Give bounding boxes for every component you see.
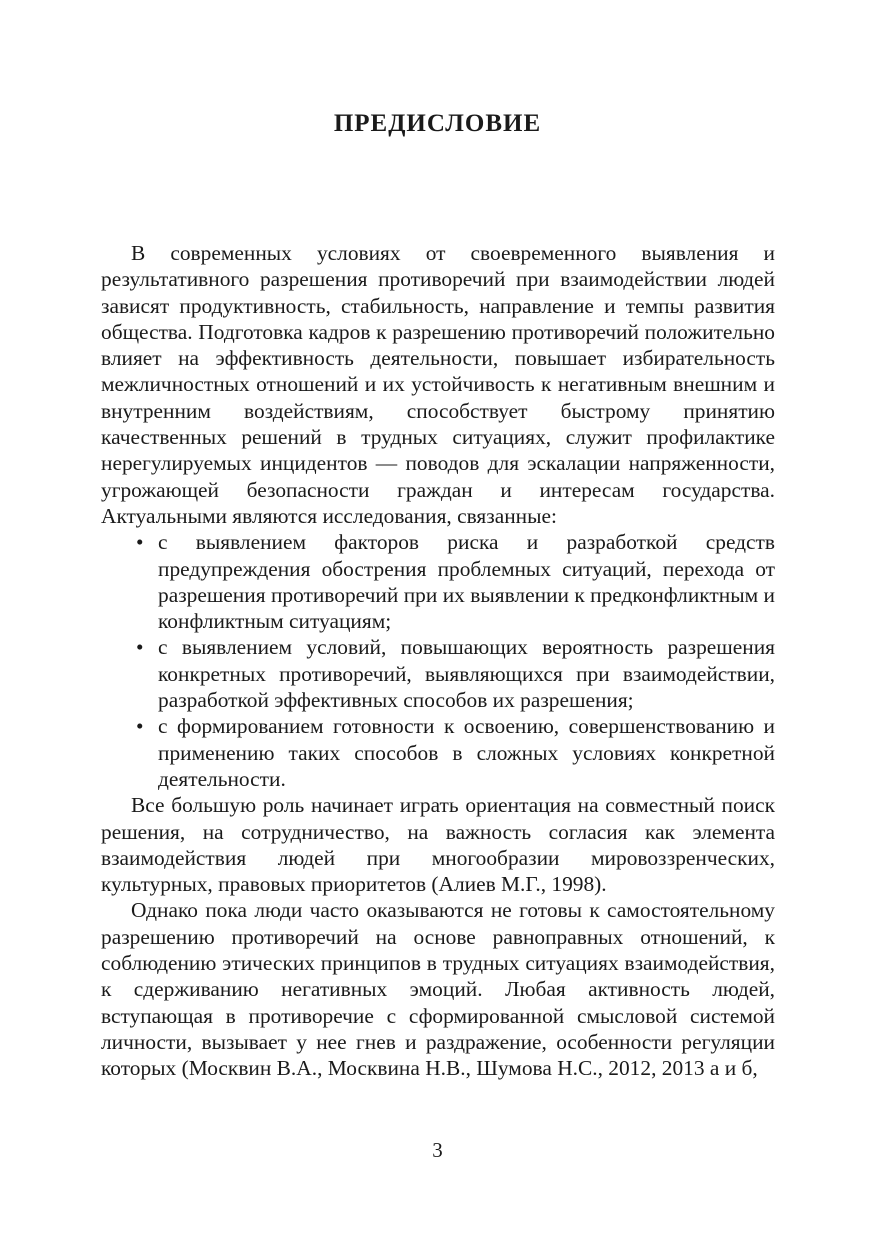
list-item xyxy=(136,713,775,792)
body-text xyxy=(101,240,775,1082)
list-item-text: с выявлением условий, повышающих вероятность разрешения конкретных противоречий, выявляющихся при взаимодействии, разработкой эффективных способов их разрешения; xyxy=(158,635,775,713)
page-number: 3 xyxy=(432,1138,443,1162)
bullet-marker: • xyxy=(136,714,144,739)
list-item xyxy=(136,634,775,713)
list-item-text: с выявлением факторов риска и разработкой средств предупреждения обострения проблемных ситуаций, перехода от разрешения противоречий при их выявлении к предконфликтным и конфликтным ситуациям; xyxy=(158,530,775,634)
intro-paragraph: В современных условиях от своевременного выявления и результативного разрешения противоречий при взаимодействии людей зависят продуктивность, стабильность, направление и темпы развития общества. Подготовка кадров к разрешению противоречий положительно влияет на эффективность деятельности, повышает избирательность межличностных отношений и их устойчивость к негативным внешним и внутренним воздействиям, способствует быстрому принятию качественных решений в трудных ситуациях, служит профилактике нерегулируемых инцидентов — поводов для эскалации напряженности, угрожающей безопасности граждан и интересам государства. Актуальными являются исследования, связанные: xyxy=(101,241,775,528)
list-item xyxy=(136,529,775,634)
bullet-list xyxy=(101,529,775,792)
list-item-text: с формированием готовности к освоению, совершенствованию и применению таких способов в сложных условиях конкретной деятельности. xyxy=(158,714,775,791)
body-paragraph: Однако пока люди часто оказываются не готовы к самостоятельному разрешению противоречий на основе равноправных отношений, к соблюдению этических принципов в трудных ситуациях взаимодействия, к сдерживанию негативных эмоций. Любая активность людей, вступающая в противоречие с сформированной смысловой системой личности, вызывает у нее гнев и раздражение, особенности регуляции которых (Москвин В.А., Москвина Н.В., Шумова Н.С., 2012, 2013 а и б, xyxy=(101,898,775,1081)
page-title: ПРЕДИСЛОВИЕ xyxy=(333,110,542,137)
bullet-marker: • xyxy=(136,530,144,555)
bullet-marker: • xyxy=(136,635,144,660)
body-paragraph: Все большую роль начинает играть ориентация на совместный поиск решения, на сотрудничество, на важность согласия как элемента взаимодействия людей при многообразии мировоззренческих, культурных, правовых приоритетов (Алиев М.Г., 1998). xyxy=(101,793,775,897)
